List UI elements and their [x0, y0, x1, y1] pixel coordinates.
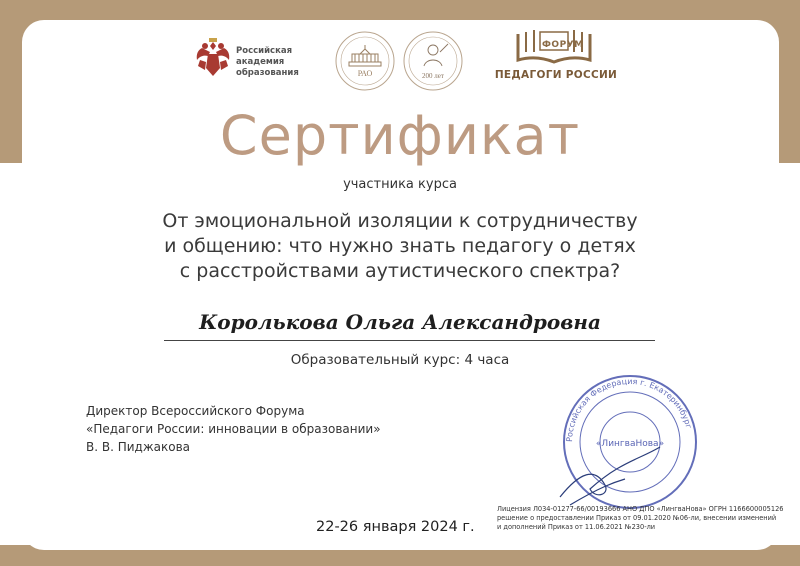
logo-row [0, 28, 800, 98]
anniversary-seal-text: 200 лет [422, 72, 444, 80]
rao-abbr-text: РАО [357, 69, 373, 78]
certificate-date: 22-26 января 2024 г. [316, 519, 475, 535]
rao-logo [194, 36, 314, 86]
double-headed-eagle-icon [194, 36, 232, 82]
certificate-subtitle: участника курса [343, 177, 457, 192]
forum-subtitle: ПЕДАГОГИ РОССИИ [494, 69, 618, 81]
license-line: Лицензия Л034-01277-66/00193666 АНО ДПО «ЛингваНова» ОГРН 1166600005126 [497, 505, 784, 513]
signature-mark [560, 447, 660, 505]
license-line: и дополнений Приказ от 11.06.2021 №230-ли [497, 523, 656, 531]
stamp-ring-text: Российская Федерация г. Екатеринбург [564, 376, 694, 443]
rao-building-seal-icon [334, 30, 396, 92]
director-title: Директор Всероссийского Форума [86, 404, 305, 418]
forum-logo [486, 28, 626, 88]
anniversary-seal-icon [402, 30, 464, 92]
rao-logo-text: Российская академия образования [236, 46, 299, 78]
svg-text:Российская Федерация г. Екатер [565, 377, 693, 442]
certificate-title: Сертификат [219, 104, 581, 167]
license-info [497, 505, 782, 532]
stamp-center-text: «ЛингваНова» [595, 439, 665, 449]
director-block [86, 402, 381, 456]
official-stamp [550, 367, 710, 517]
recipient-name: Королькова Ольга Александровна [199, 310, 601, 334]
course-title [100, 209, 700, 284]
course-title-line: с расстройствами аутистического спектра? [179, 260, 621, 282]
director-forum: «Педагоги России: инновации в образовании» [86, 422, 381, 436]
forum-word: ФОРУМ [542, 40, 584, 50]
name-underline [164, 340, 655, 341]
course-info: Образовательный курс: 4 часа [290, 352, 510, 368]
director-name: В. В. Пиджакова [86, 440, 191, 454]
course-title-line: и общению: что нужно знать педагогу о детях [164, 235, 636, 257]
license-line: решение о предоставлении Приказ от 09.01.2020 №06-ли, внесении изменений [497, 514, 777, 522]
course-title-line: От эмоциональной изоляции к сотрудничеству [162, 210, 638, 232]
